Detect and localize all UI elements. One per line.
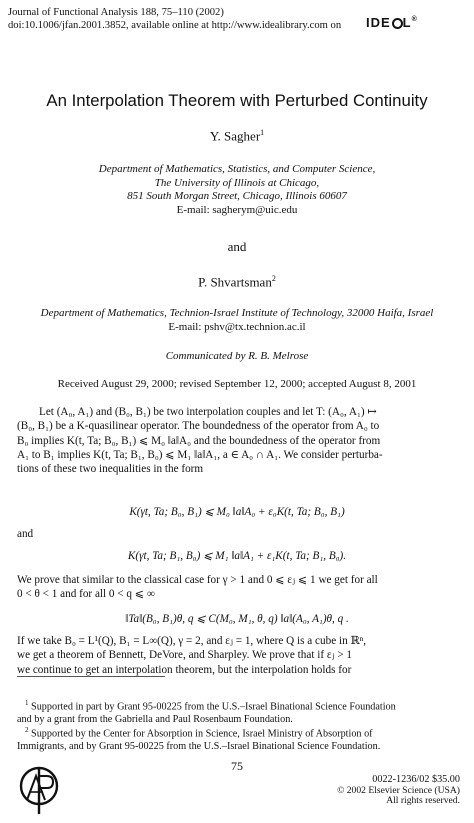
footnote-line: Immigrants, and by Grant 95-00225 from the U.S.–Israel Binational Science Foundation.	[17, 741, 381, 753]
and-word: and	[17, 528, 34, 540]
footnote-2	[17, 724, 459, 754]
footnote-rule	[17, 676, 165, 677]
abstract-line: If we take B₀ = L¹(Q), B₁ = L∞(Q), γ = 2, and εⱼ = 1, where Q is a cube in ℝⁿ,	[17, 635, 367, 647]
author-1-mark: 1	[260, 128, 265, 137]
abstract-paragraph-1	[17, 405, 457, 476]
equation-2: K(γt, Ta; B₁, B₀) ⩽ M₁ ‖a‖A₁ + ε₁K(t, Ta; B₁, B₀).	[127, 550, 347, 562]
journal-doi: doi:10.1006/jfan.2001.3852, available online at http://www.idealibrary.com on	[8, 20, 342, 31]
affiliation-2-line: Department of Mathematics, Technion-Israel Institute of Technology, 32000 Haifa, Israel	[40, 307, 434, 319]
author-1	[0, 128, 474, 144]
abstract-line: B₀ implies K(t, Ta; B₀, B₁) ⩽ M₀ ‖a‖A₀ and the boundedness of the operator from	[17, 434, 381, 447]
abstract-paragraph-2	[17, 573, 457, 602]
communicated-by: Communicated by R. B. Melrose	[165, 350, 309, 362]
email-2: E-mail: pshv@tx.technion.ac.il	[168, 320, 306, 333]
author-2-name: P. Shvartsman	[198, 274, 272, 290]
affiliation-1	[0, 163, 474, 217]
paper-title: An Interpolation Theorem with Perturbed Continuity	[46, 91, 428, 110]
affiliation-1-line: The University of Illinois at Chicago,	[154, 176, 320, 189]
copyright-line: © 2002 Elsevier Science (USA)	[337, 784, 460, 796]
email-1: E-mail: sagherym@uic.edu	[176, 203, 298, 216]
abstract-line: Let (A₀, A₁) and (B₀, B₁) be two interpolation couples and let T: (A₀, A₁) ↦	[39, 406, 377, 418]
author-2-mark: 2	[271, 274, 276, 283]
footnote-1	[17, 697, 459, 727]
abstract-line: A₁ to B₁ implies K(t, Ta; B₁, B₀) ⩽ M₁ ‖a‖A₁, a ∈ A₀ ∩ A₁. We consider perturba-	[17, 448, 383, 461]
footnote-1-mark: 1	[25, 699, 29, 707]
affiliation-1-line: 851 South Morgan Street, Chicago, Illinois 60607	[127, 190, 347, 203]
abstract-line: We prove that similar to the classical case for γ > 1 and 0 ⩽ εⱼ ⩽ 1 we get for all	[17, 574, 378, 586]
abstract-line: tions of these two inequalities in the form	[17, 463, 204, 476]
affiliation-1-line: Department of Mathematics, Statistics, and Computer Science,	[98, 163, 376, 175]
ideal-logo: IDE L®	[366, 15, 418, 30]
and-separator: and	[227, 239, 247, 254]
abstract-line: we get a theorem of Bennett, DeVore, and Sharpley. We prove that if εⱼ > 1	[17, 649, 353, 662]
footnote-line: Supported by the Center for Absorption in Science, Israel Ministry of Absorption of	[31, 728, 373, 740]
author-1-name: Y. Sagher	[209, 128, 261, 144]
footnote-line: and by a grant from the Gabriella and Paul Rosenbaum Foundation.	[17, 714, 293, 726]
received-dates: Received August 29, 2000; revised September 12, 2000; accepted August 8, 2001	[57, 378, 417, 390]
equation-3: ‖Ta‖(B₀, B₁)θ, q ⩽ C(M₀, M₁, θ, q) ‖a‖(A₀, A₁)θ, q .	[125, 613, 349, 625]
journal-citation: Journal of Functional Analysis 188, 75–110 (2002)	[8, 7, 224, 18]
footnote-line: Supported in part by Grant 95-00225 from the U.S.–Israel Binational Science Foundation	[31, 701, 396, 713]
publisher-logo	[18, 762, 60, 816]
copyright-block	[320, 775, 460, 807]
abstract-line: we continue to get an interpolation theorem, but the interpolation holds for	[17, 663, 352, 676]
equation-1: K(γt, Ta; B₀, B₁) ⩽ M₀ ‖a‖A₀ + ε₀K(t, Ta; B₀, B₁)	[129, 506, 345, 518]
journal-header	[8, 6, 341, 32]
abstract-line: 0 < θ < 1 and for all 0 < q ⩽ ∞	[17, 588, 155, 601]
rights-line: All rights reserved.	[386, 795, 460, 807]
abstract-line: (B₀, B₁) be a K-quasilinear operator. The boundedness of the operator from A₀ to	[17, 420, 380, 433]
author-2	[0, 274, 474, 290]
issn-price: 0022-1236/02 $35.00	[372, 774, 460, 785]
footnote-2-mark: 2	[25, 726, 29, 734]
page-number: 75	[231, 759, 243, 773]
abstract-paragraph-3	[17, 634, 457, 677]
affiliation-2	[0, 307, 474, 334]
